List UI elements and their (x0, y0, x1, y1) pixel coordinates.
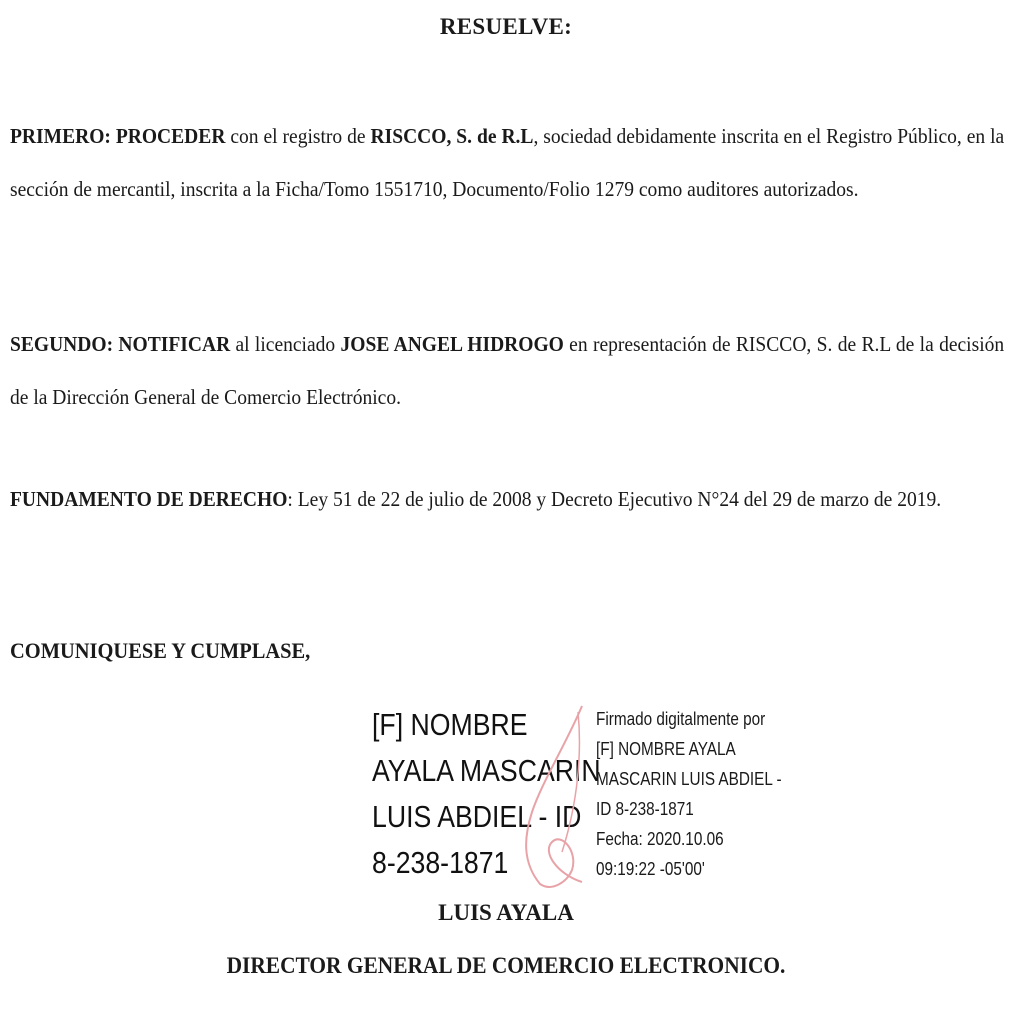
fundamento-label: FUNDAMENTO DE DERECHO (10, 487, 288, 511)
segundo-text-2: en representación de RISCCO, S. de R.L de la decisión de la Dirección General de Comercio Electrónico. (10, 332, 1005, 409)
paragraph-fundamento (10, 473, 1004, 526)
signature-name-line: [F] NOMBRE (372, 707, 528, 742)
paragraph-primero (10, 110, 1004, 216)
paragraph-segundo (10, 318, 1004, 424)
signature-detail-line: MASCARIN LUIS ABDIEL - (596, 769, 782, 789)
segundo-label: SEGUNDO: NOTIFICAR (10, 332, 231, 356)
signer-name: LUIS AYALA (438, 900, 574, 925)
segundo-person: JOSE ANGEL HIDROGO (340, 332, 564, 356)
signature-details (596, 704, 782, 884)
signature-detail-line: 09:19:22 -05'00' (596, 859, 705, 879)
signer-title: DIRECTOR GENERAL DE COMERCIO ELECTRONICO. (226, 953, 786, 978)
resolution-heading: RESUELVE: (439, 14, 573, 39)
primero-text-2: , sociedad debidamente inscrita en el Registro Público, en la sección de mercantil, inscrita a la Ficha/Tomo 1551710, Documento/Folio 1279 como auditores autorizados. (10, 124, 1005, 201)
signature-detail-line: [F] NOMBRE AYALA (596, 739, 736, 759)
signature-detail-line: ID 8-238-1871 (596, 799, 694, 819)
digital-signature (372, 702, 822, 892)
signature-name-line: 8-238-1871 (372, 845, 509, 880)
signature-detail-line: Fecha: 2020.10.06 (596, 829, 724, 849)
primero-text-1: con el registro de (225, 124, 371, 148)
segundo-text-1: al licenciado (230, 332, 341, 356)
primero-label: PRIMERO: PROCEDER (10, 124, 226, 148)
signature-name-line: LUIS ABDIEL - ID (372, 799, 582, 834)
signature-detail-line: Firmado digitalmente por (596, 709, 766, 729)
primero-company: RISCCO, S. de R.L (370, 124, 534, 148)
signature-name-line: AYALA MASCARIN (372, 753, 601, 788)
fundamento-text: : Ley 51 de 22 de julio de 2008 y Decreto Ejecutivo N°24 del 29 de marzo de 2019. (287, 487, 942, 511)
signature-flourish-icon (512, 702, 602, 892)
closing-line: COMUNIQUESE Y CUMPLASE, (10, 638, 311, 663)
